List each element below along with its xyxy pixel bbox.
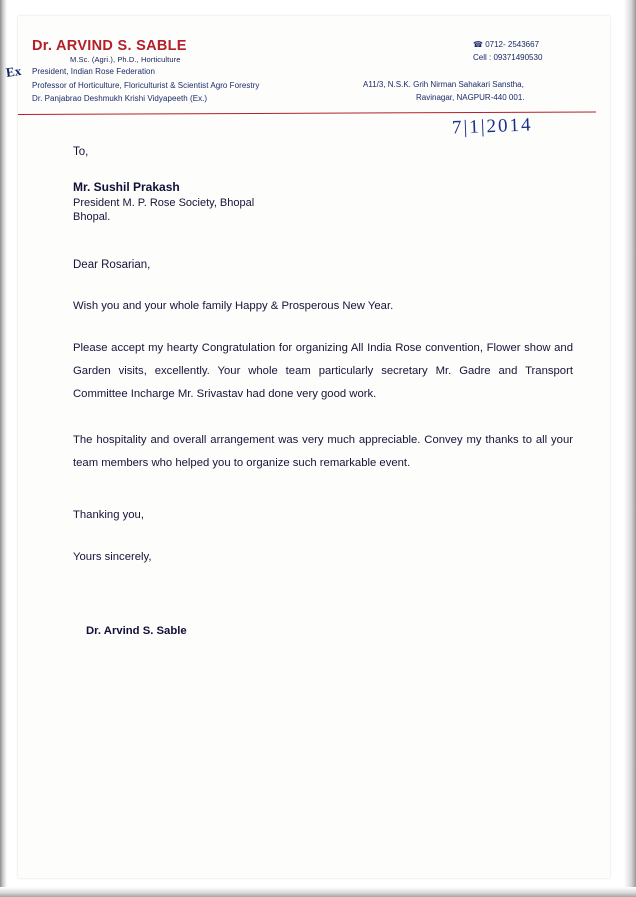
paragraph-3: The hospitality and overall arrangement was very much appreciable. Convey my thanks to all your team members who helped you to organize such remarkable event. — [73, 433, 573, 469]
paragraph-1: Wish you and your whole family Happy & Prosperous New Year. — [73, 300, 394, 312]
scan-edge-left — [0, 0, 7, 897]
letterhead-address-line2: Ravinagar, NAGPUR-440 001. — [416, 93, 525, 102]
letter-body — [73, 146, 573, 637]
paragraph-2: Please accept my hearty Congratulation for organizing All India Rose convention, Flower show and Garden visits, excellently. Your whole team particularly secretary Mr. Gadre and Transport Committee Incharge Mr. Srivastav had done very good work. — [73, 342, 573, 401]
letterhead-title-2: Professor of Horticulture, Floriculturist & Scientist Agro Forestry — [32, 81, 260, 90]
letter-sheet — [4, 16, 610, 878]
letterhead-name: Dr. ARVIND S. SABLE — [32, 38, 187, 54]
letterhead-title-3: Dr. Panjabrao Deshmukh Krishi Vidyapeeth (Ex.) — [32, 94, 208, 103]
signature-name: Dr. Arvind S. Sable — [86, 624, 187, 637]
phone-number: 0712- 2543667 — [485, 40, 540, 49]
salutation: Dear Rosarian, — [73, 259, 151, 271]
letterhead-title-1: President, Indian Rose Federation — [32, 67, 156, 76]
addressee-name: Mr. Sushil Prakash — [73, 180, 180, 194]
handwritten-date: 7|1|2014 — [451, 114, 533, 139]
scan-edge-bottom — [0, 887, 636, 897]
closing-line: Thanking you, — [73, 508, 144, 521]
scan-edge-right — [624, 0, 636, 897]
addressee-line-2: Bhopal. — [73, 211, 111, 223]
to-label: To, — [73, 146, 89, 158]
letterhead — [18, 38, 610, 124]
margin-annotation: Ex — [4, 63, 23, 80]
telephone-icon: ☎ — [473, 40, 483, 49]
letterhead-degrees: M.Sc. (Agri.), Ph.D., Horticulture — [70, 55, 181, 64]
letterhead-phone — [473, 40, 539, 49]
letterhead-cell: Cell : 09371490530 — [473, 53, 543, 62]
addressee-line-1: President M. P. Rose Society, Bhopal — [73, 197, 255, 209]
letterhead-address-line1: A11/3, N.S.K. Grih Nirman Sahakari Sanstha, — [363, 80, 524, 89]
sincerely-line: Yours sincerely, — [73, 550, 152, 563]
